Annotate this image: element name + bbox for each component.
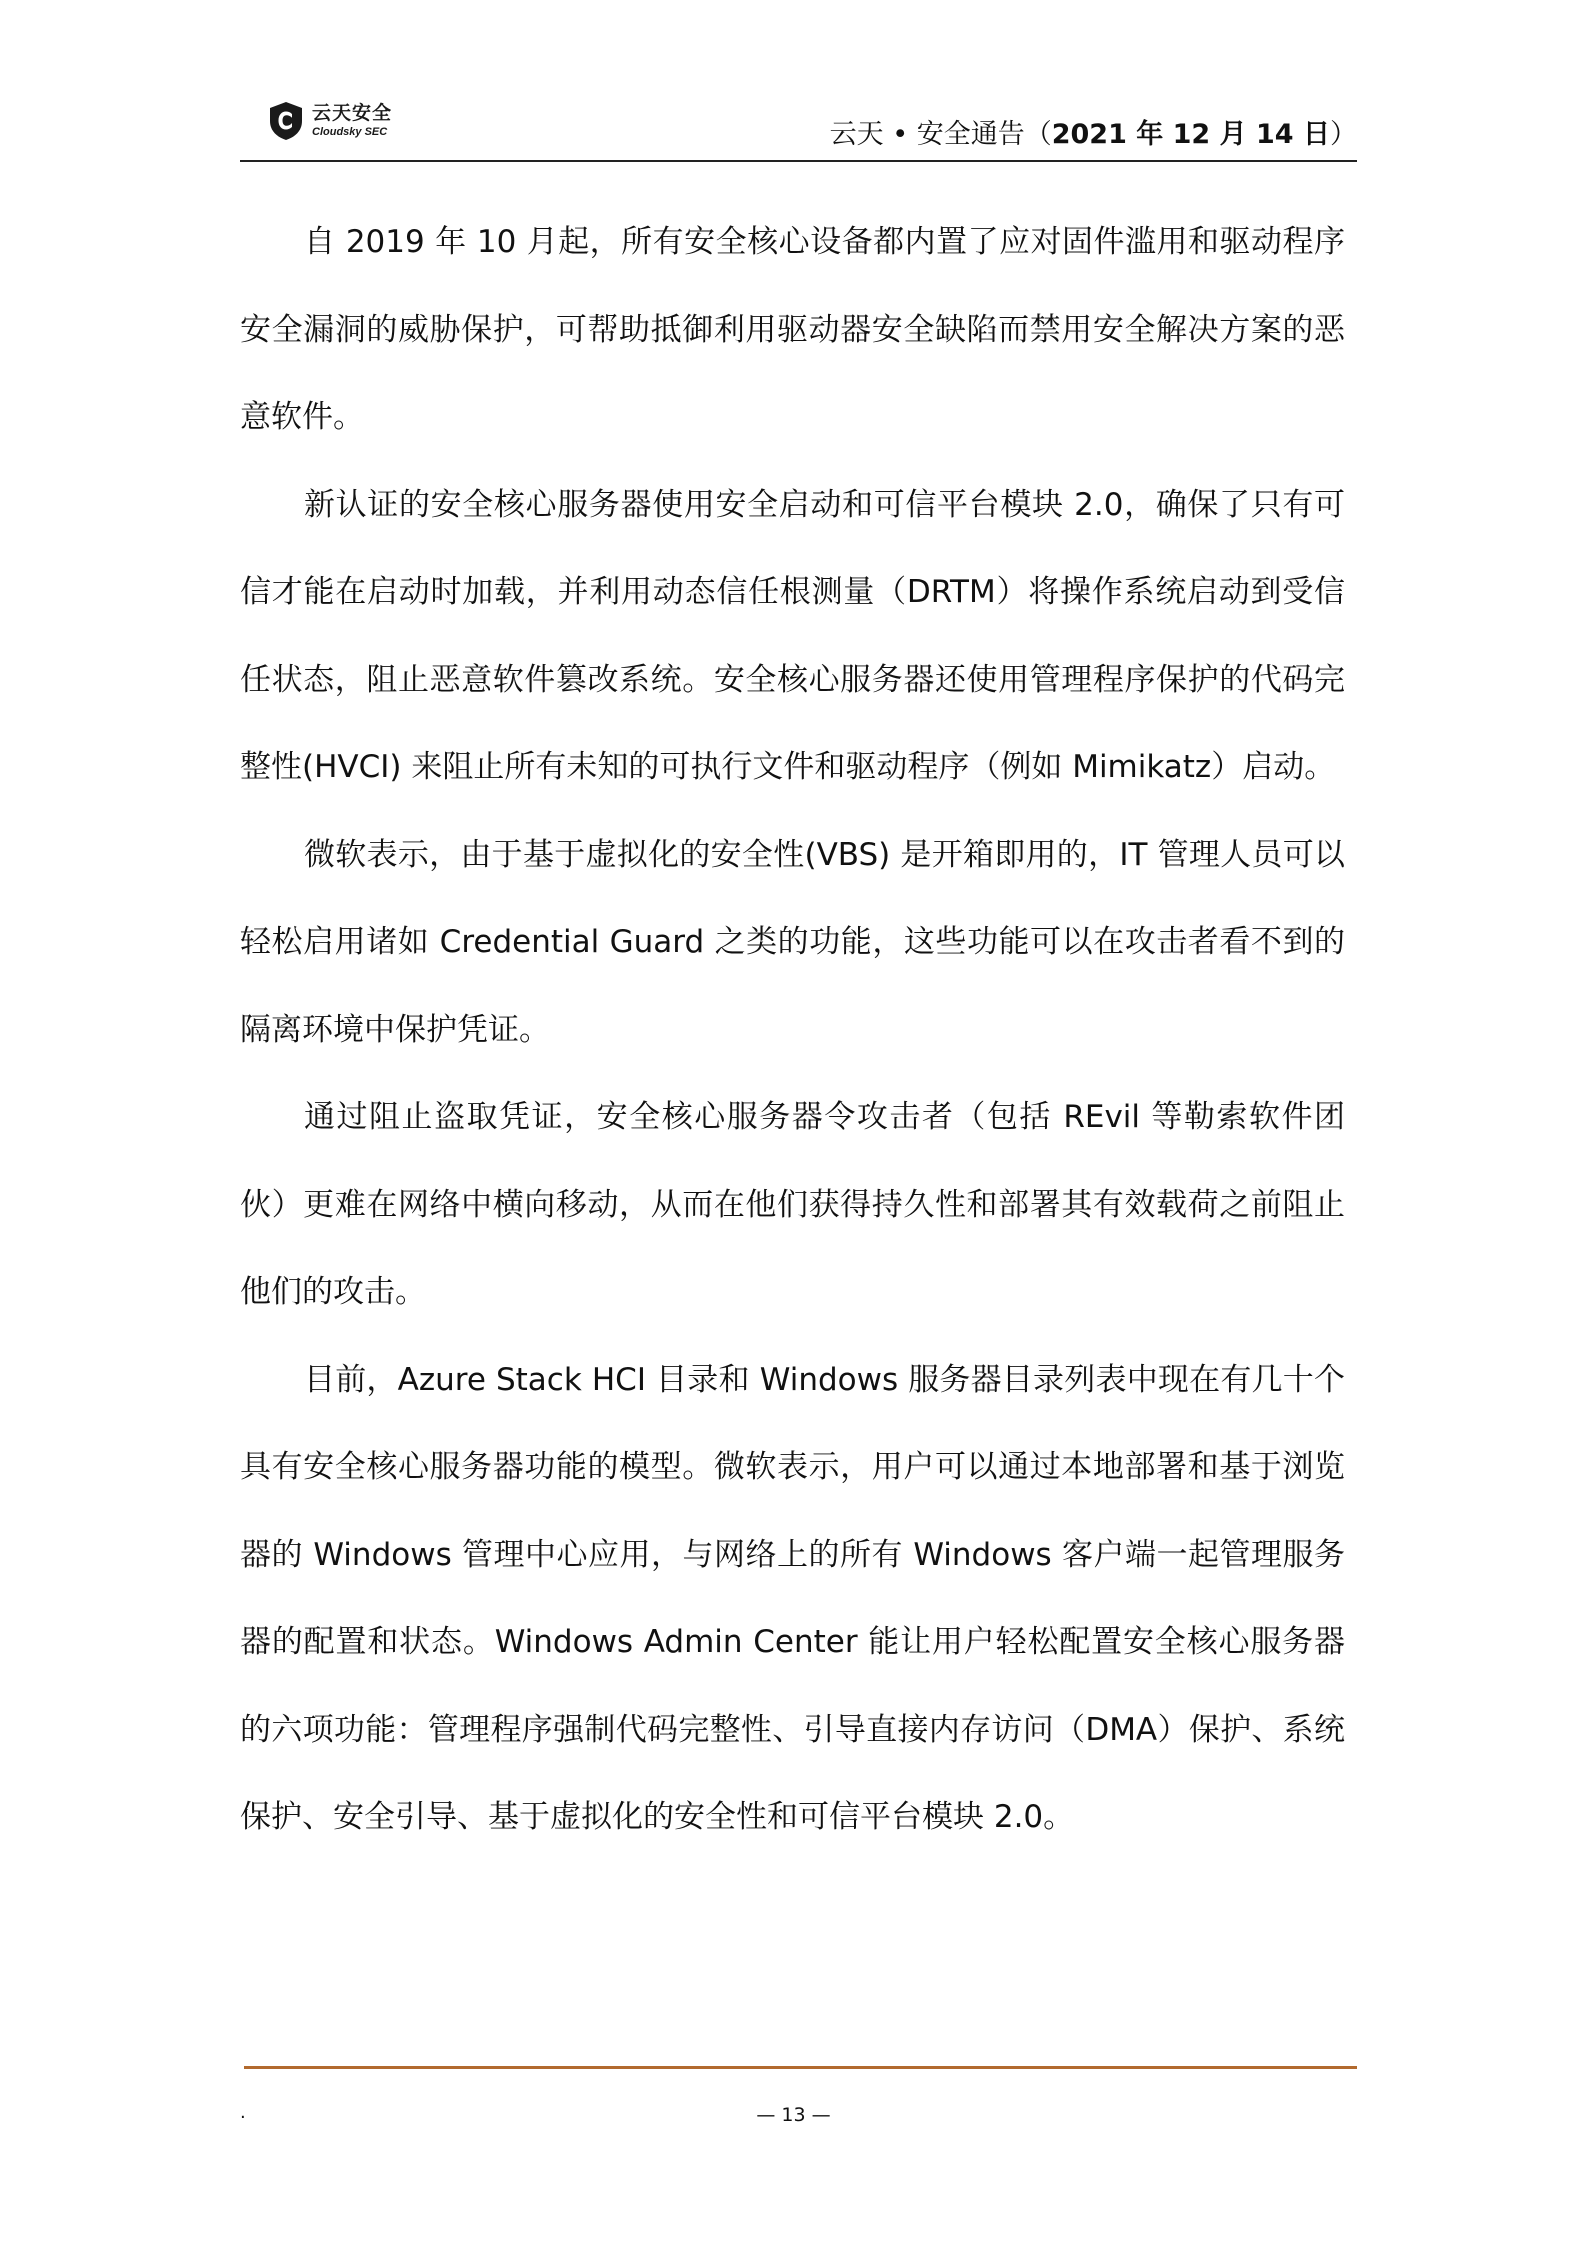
page-header	[240, 90, 1357, 162]
footer-divider	[244, 2066, 1357, 2069]
paragraph: 通过阻止盗取凭证，安全核心服务器令攻击者（包括 REvil 等勒索软件团伙）更难在网络中横向移动，从而在他们获得持久性和部署其有效载荷之前阻止他们的攻击。	[240, 1099, 1345, 1310]
cloudsky-shield-icon	[268, 101, 304, 141]
logo-en-text: Cloudsky SEC	[312, 126, 388, 138]
footer-dot: .	[240, 2102, 246, 2123]
paragraph: 目前，Azure Stack HCI 目录和 Windows 服务器目录列表中现在有几十个具有安全核心服务器功能的模型。微软表示，用户可以通过本地部署和基于浏览器的 Windows 管理中心应用，与网络上的所有 Windows 客户端一起管理服务器的配置和状态。Windows Admin Center 能让用户轻松配置安全核心服务器的六项功能：管理程序强制代码完整性、引导直接内存访问（DMA）保护、系统保护、安全引导、基于虚拟化的安全性和可信平台模块 2.0。	[240, 1361, 1345, 1835]
article-body	[240, 199, 1345, 1862]
bulletin-title	[830, 112, 1357, 151]
bulletin-title-suffix: ）	[1330, 119, 1357, 150]
company-logo	[268, 98, 392, 144]
page-number: — 13 —	[756, 2104, 831, 2126]
paragraph: 微软表示，由于基于虚拟化的安全性(VBS) 是开箱即用的，IT 管理人员可以轻松启用诸如 Credential Guard 之类的功能，这些功能可以在攻击者看不到的隔离环境中保护凭证。	[240, 836, 1345, 1048]
bulletin-title-prefix: 云天 • 安全通告（	[829, 119, 1052, 150]
header-divider	[240, 160, 1357, 162]
paragraph: 自 2019 年 10 月起，所有安全核心设备都内置了应对固件滥用和驱动程序安全漏洞的威胁保护，可帮助抵御利用驱动器安全缺陷而禁用安全解决方案的恶意软件。	[240, 224, 1345, 435]
bulletin-date: 2021 年 12 月 14 日	[1051, 119, 1330, 150]
paragraph: 新认证的安全核心服务器使用安全启动和可信平台模块 2.0，确保了只有可信才能在启动时加载，并利用动态信任根测量（DRTM）将操作系统启动到受信任状态，阻止恶意软件篡改系统。安全核心服务器还使用管理程序保护的代码完整性(HVCI) 来阻止所有未知的可执行文件和驱动程序（例如 Mimikatz）启动。	[240, 486, 1345, 785]
logo-cn-text: 云天安全	[312, 102, 393, 124]
